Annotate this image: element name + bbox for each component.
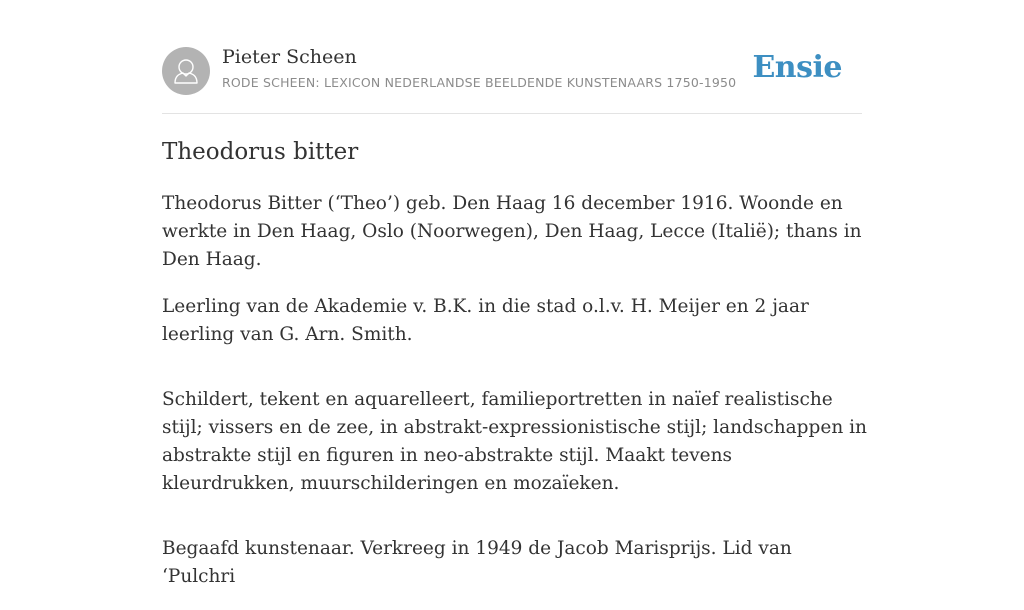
article-body — [162, 190, 867, 610]
article-header — [162, 0, 862, 114]
ensie-logo[interactable]: Ensie — [752, 50, 842, 85]
article-title: Theodorus bitter — [162, 139, 359, 165]
article-paragraph: Schildert, tekent en aquarelleert, familieportretten in naïef realistische stijl; vissers en de zee, in abstrakt-expressionistische stijl; landschappen in abstrakte stijl en figuren in neo-abstrakte stijl. Maakt tevens kleurdrukken, muurschilderingen en mozaïeken. — [162, 389, 867, 494]
article-paragraph: Leerling van de Akademie v. B.K. in die stad o.l.v. H. Meijer en 2 jaar leerling van G. Arn. Smith. — [162, 296, 809, 345]
author-avatar[interactable] — [162, 47, 210, 95]
source-label[interactable]: RODE SCHEEN: LEXICON NEDERLANDSE BEELDENDE KUNSTENAARS 1750-1950 — [222, 75, 737, 90]
article-paragraph: Begaafd kunstenaar. Verkreeg in 1949 de Jacob Marisprijs. Lid van ‘Pulchri — [162, 538, 792, 587]
article-page — [162, 0, 867, 587]
article-paragraph: Theodorus Bitter (‘Theo’) geb. Den Haag 16 december 1916. Woonde en werkte in Den Haag, Oslo (Noorwegen), Den Haag, Lecce (Italië); thans in Den Haag. — [162, 193, 862, 270]
author-name[interactable]: Pieter Scheen — [222, 46, 357, 68]
user-silhouette-icon — [162, 47, 210, 95]
